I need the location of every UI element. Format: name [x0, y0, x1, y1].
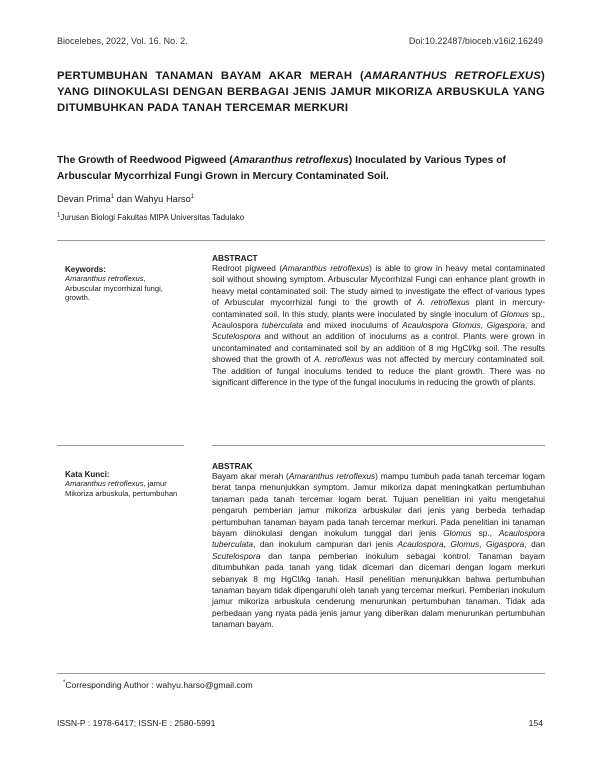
corresponding-author	[63, 680, 253, 690]
title-id-part1: PERTUMBUHAN TANAMAN BAYAM AKAR MERAH (	[57, 70, 364, 82]
abstract-body: Redroot pigweed (Amaranthus retroflexus) is able to grow in heavy metal contaminated soil without showing symptom. Arbuscular Mycorrhizal Fungi can enhance plant growth in heavy metal contaminated soil. The study aimed to investigate the effect of various types of Arbuscular mycorrhizal fungi to the growth of A. retroflexus plant in mercury-contaminated soil. In this study, plants were inoculated by single inoculum of Glomus sp., Acaulospora tuberculata and mixed inoculums of Acaulospora Glomus, Gigaspora, and Scutelospora and without an addition of inoculums as a control. Plants were grown in uncontaminated and contaminated soil by an addition of 8 mg HgCl/kg soil. The results showed that the growth of A. retroflexus was not affected by mercury contaminated soil. The addition of fungal inoculums tended to reduce the plant growth. There was no significant difference in the type of the fungal inoculums in reducing the growth of plants.	[212, 263, 545, 388]
title-id-part2: ) YANG DIINOKULASI DENGAN BERBAGAI JENIS JAMUR MIKORIZA ARBUSKULA YANG DITUMBUHKAN PADA TANAH TERCEMAR MERKURI	[57, 70, 545, 114]
title-en-part1: The Growth of Reedwood Pigweed (	[57, 155, 233, 166]
issn: ISSN-P : 1978-6417; ISSN-E : 2580-5991	[57, 718, 216, 728]
abstract-english	[212, 253, 545, 388]
divider-abstract	[212, 445, 545, 446]
keywords-indonesian	[65, 470, 183, 498]
affiliation	[57, 213, 244, 222]
divider-keywords	[57, 445, 184, 446]
page-number: 154	[528, 718, 543, 728]
authors-conjunction: dan	[114, 194, 135, 204]
footnote-mark: *	[63, 680, 66, 687]
title-en-species: Amaranthus retroflexus	[232, 155, 349, 166]
title-id-species: AMARANTHUS RETROFLEXUS	[363, 70, 542, 82]
abstract-heading: ABSTRACT	[212, 253, 258, 263]
keywords-species: Amaranthus retroflexus	[65, 274, 144, 283]
keywords-text	[65, 274, 183, 303]
author-2-affil: 1	[190, 193, 195, 200]
author-1-affil: 1	[110, 193, 115, 200]
affiliation-text: Jurusan Biologi Fakultas MIPA Universitas Tadulako	[60, 213, 245, 222]
footnote-text: Corresponding Author : wahyu.harso@gmail.com	[65, 680, 253, 690]
author-2: Wahyu Harso	[134, 194, 191, 204]
kata-kunci-heading: Kata Kunci:	[65, 470, 110, 479]
abstrak-indonesian	[212, 461, 545, 631]
title-english	[57, 153, 547, 184]
abstrak-body: Bayam akar merah (Amaranthus retroflexus) mampu tumbuh pada tanah tercemar logam berat tanpa menunjukkan symptom. Jamur mikoriza dapat meningkatkan pertumbuhan tanaman pada tanah tercemar logam berat. Tujuan penelitian ini yaitu mengetahui pengaruh pemberian jamur mikoriza arbuskular dari jenis yang berbeda terhadap pertumbuhan tanaman bayam pada tanah tercemar merkuri. Pada penelitian ini tanaman bayam diinokulasi dengan inokulum tunggal dari jenis Glomus sp., Acaulospora tuberculata, dan inokulum campuran dari jenis Acaulospora, Glomus, Gigaspora, dan Scutelospora dan tanpa pemberian inokulum sebagai kontrol. Tanaman bayam ditumbuhkan pada tanah yang tidak dicemari dan dicemari dengan logam merkuri sebanyak 8 mg HgCl/kg tanah. Hasil penelitian menunjukkan bahwa pertumbuhan tanaman bayam tidak dipengaruhi oleh tanah yang tercemar merkuri. Pemberian inokulum jamur mikoriza arbuskula cenderung menurunkan pertumbuhan tanaman. Tidak ada perbedaan yang nyata pada jenis jamur yang diberikan dalam menurunkan pertumbuhan tanaman bayam.	[212, 471, 546, 630]
authors	[57, 194, 194, 204]
journal-citation: Biocelebes, 2022, Vol. 16. No. 2.	[57, 36, 188, 46]
divider-top	[57, 240, 545, 241]
divider-footnote	[57, 673, 545, 674]
title-en-part2: ) Inoculated by Various Types of Arbuscular Mycorrhizal Fungi Grown in Mercury Contaminated Soil.	[57, 155, 506, 182]
kata-kunci-rest: , jamur Mikoriza arbuskula, pertumbuhan	[65, 479, 178, 498]
affiliation-mark: 1	[57, 212, 61, 219]
doi: Doi:10.22487/bioceb.v16i2.16249	[408, 36, 543, 46]
abstrak-heading: ABSTRAK	[212, 461, 253, 471]
keywords-rest: , Arbuscular mycorrhizal fungi, growth.	[65, 274, 163, 302]
keywords-heading: Keywords:	[65, 265, 106, 274]
kata-kunci-text	[65, 479, 183, 498]
author-1: Devan Prima	[57, 194, 111, 204]
kata-kunci-species: Amaranthus retroflexus	[65, 479, 144, 488]
keywords-english	[65, 265, 183, 303]
title-indonesian	[57, 68, 545, 116]
